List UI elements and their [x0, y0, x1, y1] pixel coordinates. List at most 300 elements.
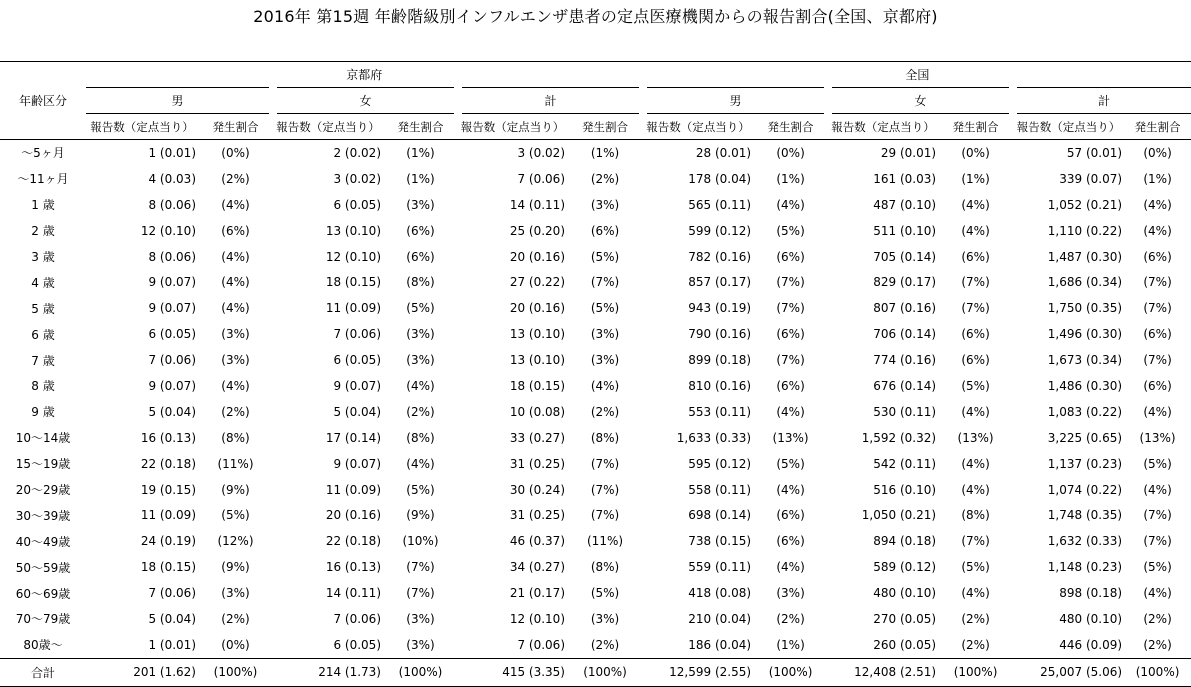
count-cell: 7 (0.06)	[517, 637, 565, 652]
influenza-report-table	[0, 61, 1191, 687]
count-cell: 3,225 (0.65)	[1047, 430, 1123, 445]
count-cell: 210 (0.04)	[688, 611, 752, 626]
rate-cell: (4%)	[590, 378, 620, 393]
rate-cell: (8%)	[590, 430, 620, 445]
rate-cell: (3%)	[221, 353, 250, 368]
region-header-kyoto: 京都府	[86, 62, 643, 88]
age-group-cell: 2 歳	[31, 224, 55, 239]
count-cell: 11 (0.09)	[140, 508, 196, 523]
rate-cell: (4%)	[776, 197, 805, 212]
count-cell: 20 (0.16)	[509, 249, 565, 264]
table-row	[0, 477, 1191, 503]
rate-cell: (1%)	[590, 145, 620, 160]
count-cell: 595 (0.12)	[688, 456, 752, 471]
rate-cell: (6%)	[1143, 327, 1172, 342]
count-cell: 5 (0.04)	[148, 611, 196, 626]
table-row	[0, 269, 1191, 295]
rate-cell: (5%)	[776, 456, 805, 471]
rate-cell: (4%)	[776, 560, 805, 575]
table-row	[0, 373, 1191, 399]
count-cell: 31 (0.25)	[509, 456, 565, 471]
rate-cell: (100%)	[938, 658, 1013, 686]
rate-cell: (7%)	[1143, 301, 1172, 316]
table-row	[0, 347, 1191, 373]
count-cell: 1,074 (0.22)	[1047, 482, 1123, 497]
rate-cell: (5%)	[221, 508, 250, 523]
rate-cell: (8%)	[406, 430, 435, 445]
age-group-cell: 8 歳	[31, 379, 55, 394]
rate-cell: (7%)	[590, 275, 620, 290]
rate-cell: (7%)	[776, 353, 805, 368]
rate-cell: (5%)	[590, 586, 620, 601]
table-row	[0, 425, 1191, 451]
rate-cell: (7%)	[406, 586, 435, 601]
count-cell: 810 (0.16)	[688, 378, 752, 393]
count-cell: 18 (0.15)	[140, 560, 196, 575]
count-cell: 20 (0.16)	[325, 508, 381, 523]
count-cell: 487 (0.10)	[873, 197, 937, 212]
count-cell: 3 (0.02)	[517, 145, 565, 160]
rate-cell: (2%)	[776, 611, 805, 626]
count-cell: 21 (0.17)	[509, 586, 565, 601]
count-cell: 599 (0.12)	[688, 223, 752, 238]
count-cell: 17 (0.14)	[325, 430, 381, 445]
rate-cell: (4%)	[961, 197, 990, 212]
subheader-count: 報告数（定点当り）	[643, 114, 753, 140]
subheader-rate: 発生割合	[1124, 114, 1191, 140]
rate-cell: (3%)	[776, 586, 805, 601]
count-cell: 16 (0.13)	[325, 560, 381, 575]
table-row	[0, 554, 1191, 580]
rate-cell: (100%)	[1124, 658, 1191, 686]
rate-cell: (9%)	[221, 560, 250, 575]
count-cell: 807 (0.16)	[873, 301, 937, 316]
rate-cell: (2%)	[221, 171, 250, 186]
rate-cell: (4%)	[961, 404, 990, 419]
count-cell: 1 (0.01)	[148, 145, 196, 160]
subheader-rate: 発生割合	[198, 114, 273, 140]
rate-cell: (6%)	[406, 223, 435, 238]
count-cell: 14 (0.11)	[509, 197, 565, 212]
count-cell: 25 (0.20)	[509, 223, 565, 238]
rate-cell: (4%)	[1143, 197, 1172, 212]
age-group-cell: 20～29歳	[15, 483, 71, 498]
count-cell: 24 (0.19)	[140, 534, 196, 549]
count-cell: 8 (0.06)	[148, 197, 196, 212]
col-header-national-female: 女	[828, 88, 1013, 114]
count-cell: 738 (0.15)	[688, 534, 752, 549]
count-cell: 782 (0.16)	[688, 249, 752, 264]
count-cell: 516 (0.10)	[873, 482, 937, 497]
col-header-kyoto-male: 男	[86, 88, 273, 114]
rate-cell: (3%)	[590, 197, 620, 212]
rate-cell: (7%)	[590, 456, 620, 471]
count-cell: 899 (0.18)	[688, 353, 752, 368]
table-row	[0, 244, 1191, 270]
rate-cell: (7%)	[961, 301, 990, 316]
rate-cell: (13%)	[1139, 430, 1176, 445]
rate-cell: (7%)	[776, 275, 805, 290]
count-cell: 9 (0.07)	[148, 301, 196, 316]
subheader-rate: 発生割合	[567, 114, 643, 140]
rate-cell: (6%)	[1143, 249, 1172, 264]
rate-cell: (4%)	[406, 456, 435, 471]
count-cell: 857 (0.17)	[688, 275, 752, 290]
rate-cell: (0%)	[221, 637, 250, 652]
rate-cell: (6%)	[590, 223, 620, 238]
age-group-cell: 15～19歳	[15, 457, 71, 472]
col-header-kyoto-female: 女	[273, 88, 458, 114]
count-cell: 1,632 (0.33)	[1047, 534, 1123, 549]
table-row	[0, 218, 1191, 244]
count-cell: 5 (0.04)	[148, 404, 196, 419]
count-cell: 22 (0.18)	[140, 456, 196, 471]
rate-cell: (7%)	[1143, 353, 1172, 368]
count-cell: 214 (1.73)	[273, 658, 383, 686]
rate-cell: (6%)	[776, 534, 805, 549]
rate-cell: (7%)	[1143, 508, 1172, 523]
count-cell: 1,052 (0.21)	[1047, 197, 1123, 212]
count-cell: 18 (0.15)	[509, 378, 565, 393]
count-cell: 1,487 (0.30)	[1047, 249, 1123, 264]
count-cell: 553 (0.11)	[688, 404, 752, 419]
count-cell: 558 (0.11)	[688, 482, 752, 497]
count-cell: 1,686 (0.34)	[1047, 275, 1123, 290]
count-cell: 6 (0.05)	[148, 327, 196, 342]
count-cell: 530 (0.11)	[873, 404, 937, 419]
count-cell: 894 (0.18)	[873, 534, 937, 549]
count-cell: 511 (0.10)	[873, 223, 937, 238]
rate-cell: (7%)	[776, 301, 805, 316]
count-cell: 12 (0.10)	[509, 611, 565, 626]
count-cell: 1 (0.01)	[148, 637, 196, 652]
count-cell: 13 (0.10)	[509, 353, 565, 368]
table-row	[0, 451, 1191, 477]
rate-cell: (6%)	[776, 249, 805, 264]
count-cell: 29 (0.01)	[880, 145, 937, 160]
rate-cell: (8%)	[961, 508, 990, 523]
count-cell: 7 (0.06)	[333, 611, 381, 626]
rate-cell: (3%)	[221, 586, 250, 601]
rate-cell: (4%)	[406, 378, 435, 393]
count-cell: 1,148 (0.23)	[1047, 560, 1123, 575]
count-cell: 9 (0.07)	[333, 378, 381, 393]
count-cell: 5 (0.04)	[333, 404, 381, 419]
subheader-count: 報告数（定点当り）	[273, 114, 383, 140]
rate-cell: (4%)	[776, 482, 805, 497]
rate-cell: (3%)	[406, 327, 435, 342]
rate-cell: (4%)	[961, 586, 990, 601]
rate-cell: (4%)	[1143, 223, 1172, 238]
count-cell: 18 (0.15)	[325, 275, 381, 290]
rate-cell: (10%)	[402, 534, 439, 549]
rate-cell: (11%)	[217, 456, 254, 471]
rate-cell: (3%)	[406, 637, 435, 652]
table-row	[0, 528, 1191, 554]
rate-cell: (4%)	[961, 456, 990, 471]
rate-cell: (5%)	[1143, 560, 1172, 575]
age-group-cell: 40～49歳	[15, 534, 71, 549]
rate-cell: (13%)	[772, 430, 809, 445]
rate-cell: (4%)	[221, 275, 250, 290]
count-cell: 1,496 (0.30)	[1047, 327, 1123, 342]
count-cell: 774 (0.16)	[873, 353, 937, 368]
count-cell: 260 (0.05)	[873, 637, 937, 652]
subheader-rate: 発生割合	[383, 114, 458, 140]
count-cell: 1,592 (0.32)	[861, 430, 937, 445]
count-cell: 339 (0.07)	[1059, 171, 1123, 186]
rate-cell: (6%)	[776, 378, 805, 393]
count-cell: 9 (0.07)	[148, 275, 196, 290]
rate-cell: (2%)	[590, 637, 620, 652]
age-group-cell: ～11ヶ月	[17, 172, 69, 187]
count-cell: 415 (3.35)	[458, 658, 567, 686]
rate-cell: (0%)	[1143, 145, 1172, 160]
rate-cell: (3%)	[221, 327, 250, 342]
count-cell: 6 (0.05)	[333, 197, 381, 212]
rate-cell: (4%)	[776, 404, 805, 419]
rate-cell: (3%)	[590, 611, 620, 626]
count-cell: 676 (0.14)	[873, 378, 937, 393]
count-cell: 705 (0.14)	[873, 249, 937, 264]
subheader-count: 報告数（定点当り）	[1013, 114, 1124, 140]
count-cell: 12,599 (2.55)	[643, 658, 753, 686]
col-header-national-total: 計	[1013, 88, 1191, 114]
rate-cell: (3%)	[590, 353, 620, 368]
age-header-label: 年齢区分	[18, 94, 67, 108]
count-cell: 28 (0.01)	[695, 145, 752, 160]
rate-cell: (5%)	[590, 301, 620, 316]
age-group-cell: 30～39歳	[15, 508, 71, 523]
rate-cell: (0%)	[221, 145, 250, 160]
rate-cell: (6%)	[221, 223, 250, 238]
rate-cell: (4%)	[1143, 586, 1172, 601]
count-cell: 7 (0.06)	[148, 586, 196, 601]
rate-cell: (2%)	[406, 404, 435, 419]
rate-cell: (4%)	[961, 482, 990, 497]
age-header-top	[0, 62, 86, 88]
count-cell: 186 (0.04)	[688, 637, 752, 652]
age-group-cell: 50～59歳	[15, 560, 71, 575]
age-group-cell: 9 歳	[31, 405, 55, 420]
count-cell: 565 (0.11)	[688, 197, 752, 212]
rate-cell: (1%)	[406, 171, 435, 186]
count-cell: 10 (0.08)	[509, 404, 565, 419]
rate-cell: (6%)	[1143, 378, 1172, 393]
rate-cell: (12%)	[217, 534, 254, 549]
rate-cell: (7%)	[961, 275, 990, 290]
table-row	[0, 321, 1191, 347]
rate-cell: (3%)	[406, 197, 435, 212]
age-group-cell: 10～14歳	[15, 431, 71, 446]
count-cell: 7 (0.06)	[333, 327, 381, 342]
subheader-rate: 発生割合	[753, 114, 828, 140]
table-row	[0, 399, 1191, 425]
rate-cell: (4%)	[221, 197, 250, 212]
count-cell: 30 (0.24)	[509, 482, 565, 497]
count-cell: 9 (0.07)	[333, 456, 381, 471]
rate-cell: (5%)	[590, 249, 620, 264]
rate-cell: (5%)	[1143, 456, 1172, 471]
count-cell: 698 (0.14)	[688, 508, 752, 523]
count-cell: 33 (0.27)	[509, 430, 565, 445]
rate-cell: (4%)	[221, 249, 250, 264]
count-cell: 706 (0.14)	[873, 327, 937, 342]
age-group-cell: 4 歳	[31, 275, 55, 290]
count-cell: 1,750 (0.35)	[1047, 301, 1123, 316]
rate-cell: (4%)	[221, 378, 250, 393]
rate-cell: (13%)	[957, 430, 994, 445]
count-cell: 6 (0.05)	[333, 353, 381, 368]
age-group-cell: 60～69歳	[15, 586, 71, 601]
subheader-rate: 発生割合	[938, 114, 1013, 140]
rate-cell: (5%)	[961, 378, 990, 393]
rate-cell: (100%)	[567, 658, 643, 686]
age-group-cell: 5 歳	[31, 301, 55, 316]
rate-cell: (2%)	[221, 404, 250, 419]
count-cell: 1,083 (0.22)	[1047, 404, 1123, 419]
rate-cell: (5%)	[406, 301, 435, 316]
rate-cell: (2%)	[1143, 637, 1172, 652]
count-cell: 1,748 (0.35)	[1047, 508, 1123, 523]
count-cell: 1,486 (0.30)	[1047, 378, 1123, 393]
table-row	[0, 606, 1191, 632]
subheader-count: 報告数（定点当り）	[828, 114, 938, 140]
rate-cell: (7%)	[590, 482, 620, 497]
count-cell: 418 (0.08)	[688, 586, 752, 601]
count-cell: 6 (0.05)	[333, 637, 381, 652]
rate-cell: (0%)	[961, 145, 990, 160]
rate-cell: (1%)	[961, 171, 990, 186]
count-cell: 22 (0.18)	[325, 534, 381, 549]
rate-cell: (7%)	[406, 560, 435, 575]
rate-cell: (1%)	[406, 145, 435, 160]
count-cell: 13 (0.10)	[325, 223, 381, 238]
table-row	[0, 166, 1191, 192]
rate-cell: (5%)	[406, 482, 435, 497]
rate-cell: (9%)	[221, 482, 250, 497]
rate-cell: (1%)	[776, 171, 805, 186]
count-cell: 1,633 (0.33)	[676, 430, 752, 445]
count-cell: 34 (0.27)	[509, 560, 565, 575]
rate-cell: (5%)	[776, 223, 805, 238]
count-cell: 12,408 (2.51)	[828, 658, 938, 686]
rate-cell: (4%)	[961, 223, 990, 238]
col-header-national-male: 男	[643, 88, 828, 114]
rate-cell: (4%)	[1143, 482, 1172, 497]
table-row	[0, 192, 1191, 218]
rate-cell: (7%)	[1143, 275, 1172, 290]
age-group-cell: ～5ヶ月	[21, 146, 65, 161]
count-cell: 829 (0.17)	[873, 275, 937, 290]
count-cell: 1,110 (0.22)	[1047, 223, 1123, 238]
subheader-count: 報告数（定点当り）	[86, 114, 198, 140]
rate-cell: (2%)	[221, 611, 250, 626]
count-cell: 542 (0.11)	[873, 456, 937, 471]
count-cell: 31 (0.25)	[509, 508, 565, 523]
table-row	[0, 632, 1191, 658]
count-cell: 7 (0.06)	[517, 171, 565, 186]
table-row	[0, 140, 1191, 166]
rate-cell: (4%)	[1143, 404, 1172, 419]
count-cell: 11 (0.09)	[325, 482, 381, 497]
rate-cell: (6%)	[961, 327, 990, 342]
count-cell: 589 (0.12)	[873, 560, 937, 575]
count-cell: 13 (0.10)	[509, 327, 565, 342]
rate-cell: (7%)	[1143, 534, 1172, 549]
age-group-cell: 7 歳	[31, 353, 55, 368]
rate-cell: (8%)	[590, 560, 620, 575]
count-cell: 19 (0.15)	[140, 482, 196, 497]
age-group-cell: 3 歳	[31, 250, 55, 264]
col-header-kyoto-total: 計	[458, 88, 643, 114]
count-cell: 12 (0.10)	[325, 249, 381, 264]
count-cell: 1,673 (0.34)	[1047, 353, 1123, 368]
count-cell: 11 (0.09)	[325, 301, 381, 316]
rate-cell: (6%)	[961, 353, 990, 368]
rate-cell: (7%)	[961, 534, 990, 549]
rate-cell: (9%)	[406, 508, 435, 523]
count-cell: 178 (0.04)	[688, 171, 752, 186]
count-cell: 20 (0.16)	[509, 301, 565, 316]
rate-cell: (100%)	[198, 658, 273, 686]
table-row	[0, 295, 1191, 321]
count-cell: 14 (0.11)	[325, 586, 381, 601]
rate-cell: (8%)	[406, 275, 435, 290]
rate-cell: (2%)	[590, 171, 620, 186]
count-cell: 161 (0.03)	[873, 171, 937, 186]
rate-cell: (5%)	[961, 560, 990, 575]
subheader-count: 報告数（定点当り）	[458, 114, 567, 140]
count-cell: 3 (0.02)	[333, 171, 381, 186]
count-cell: 943 (0.19)	[688, 301, 752, 316]
rate-cell: (100%)	[383, 658, 458, 686]
rate-cell: (4%)	[221, 301, 250, 316]
count-cell: 898 (0.18)	[1059, 586, 1123, 601]
count-cell: 270 (0.05)	[873, 611, 937, 626]
page-title: 2016年 第15週 年齢階級別インフルエンザ患者の定点医療機関からの報告割合(全国、京都府)	[253, 7, 938, 26]
count-cell: 8 (0.06)	[148, 249, 196, 264]
rate-cell: (2%)	[1143, 611, 1172, 626]
count-cell: 480 (0.10)	[1059, 611, 1123, 626]
rate-cell: (2%)	[961, 637, 990, 652]
rate-cell: (1%)	[776, 637, 805, 652]
count-cell: 446 (0.09)	[1059, 637, 1123, 652]
rate-cell: (6%)	[961, 249, 990, 264]
count-cell: 25,007 (5.06)	[1013, 658, 1124, 686]
rate-cell: (0%)	[776, 145, 805, 160]
rate-cell: (6%)	[776, 327, 805, 342]
rate-cell: (6%)	[776, 508, 805, 523]
region-header-national: 全国	[643, 62, 1191, 88]
count-cell: 9 (0.07)	[148, 378, 196, 393]
rate-cell: (100%)	[753, 658, 828, 686]
age-group-cell: 70～79歳	[15, 612, 71, 627]
rate-cell: (6%)	[406, 249, 435, 264]
count-cell: 46 (0.37)	[509, 534, 565, 549]
rate-cell: (1%)	[1143, 171, 1172, 186]
rate-cell: (7%)	[590, 508, 620, 523]
count-cell: 12 (0.10)	[140, 223, 196, 238]
count-cell: 1,137 (0.23)	[1047, 456, 1123, 471]
count-cell: 16 (0.13)	[140, 430, 196, 445]
age-group-cell: 6 歳	[31, 327, 55, 342]
total-label: 合計	[0, 658, 86, 686]
rate-cell: (3%)	[590, 327, 620, 342]
count-cell: 7 (0.06)	[148, 353, 196, 368]
rate-cell: (2%)	[590, 404, 620, 419]
rate-cell: (3%)	[406, 353, 435, 368]
